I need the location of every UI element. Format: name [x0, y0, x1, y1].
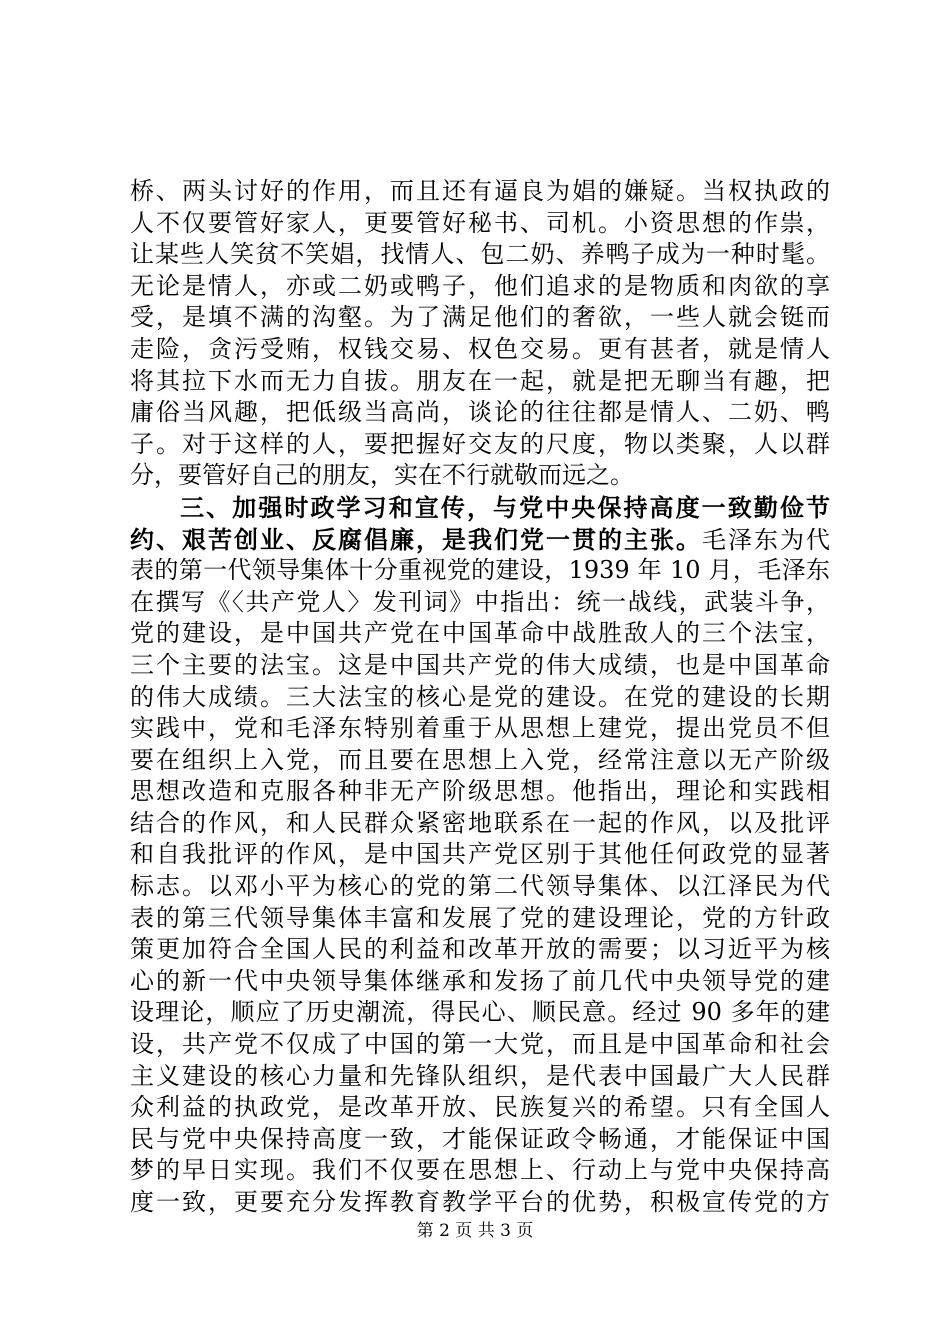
text-line: 党的建设，是中国共产党在中国革命中战胜敌人的三个法宝，	[130, 619, 830, 648]
text-line: 结合的作风，和人民群众紧密地联系在一起的作风，以及批评	[130, 808, 830, 837]
section-heading-text: 三、加强时政学习和宣传，与党中央保持高度一致勤俭节	[178, 492, 830, 522]
text-line: 分，要管好自己的朋友，实在不行就敬而远之。	[130, 461, 634, 490]
text-line: 心的新一代中央领导集体继承和发扬了前几代中央领导党的建	[130, 966, 830, 995]
text-line: 庸俗当风趣，把低级当高尚，谈论的往往都是情人、二奶、鸭	[130, 398, 830, 427]
text-line: 三个主要的法宝。这是中国共产党的伟大成绩，也是中国革命	[130, 650, 830, 679]
text-line: 要在组织上入党，而且要在思想上入党，经常注意以无产阶级	[130, 745, 830, 774]
text-line: 民与党中央保持高度一致，才能保证政令畅通，才能保证中国	[130, 1124, 830, 1153]
section-heading-text: 约、艰苦创业、反腐倡廉，是我们党一贯的主张。	[130, 524, 702, 554]
section-heading-line	[130, 492, 830, 524]
text-line: 走险，贪污受贿，权钱交易、权色交易。更有甚者，就是情人	[130, 334, 830, 363]
text-line: 主义建设的核心力量和先锋队组织，是代表中国最广大人民群	[130, 1061, 830, 1090]
text-line	[130, 524, 830, 556]
text-line: 梦的早日实现。我们不仅要在思想上、行动上与党中央保持高	[130, 1156, 830, 1185]
text-line: 让某些人笑贫不笑娼，找情人、包二奶、养鸭子成为一种时髦。	[130, 240, 830, 269]
text-line: 子。对于这样的人，要把握好交友的尺度，物以类聚，人以群	[130, 429, 830, 458]
text-line: 表的第一代领导集体十分重视党的建设，1939 年 10 月，毛泽东	[130, 556, 830, 585]
page-number-label: 第 2 页 共 3 页	[416, 1221, 534, 1241]
text-line: 无论是情人，亦或二奶或鸭子，他们追求的是物质和肉欲的享	[130, 271, 830, 300]
text-line: 策更加符合全国人民的利益和改革开放的需要；以习近平为核	[130, 935, 830, 964]
text-line: 的伟大成绩。三大法宝的核心是党的建设。在党的建设的长期	[130, 682, 830, 711]
page-footer	[0, 1216, 950, 1241]
text-line: 思想改造和克服各种非无产阶级思想。他指出，理论和实践相	[130, 777, 830, 806]
body-text	[130, 176, 830, 1219]
text-line: 众利益的执政党，是改革开放、民族复兴的希望。只有全国人	[130, 1093, 830, 1122]
text-line: 设，共产党不仅成了中国的第一大党，而且是中国革命和社会	[130, 1030, 830, 1059]
text-line: 人不仅要管好家人，更要管好秘书、司机。小资思想的作祟，	[130, 208, 830, 237]
text-line: 受，是填不满的沟壑。为了满足他们的奢欲，一些人就会铤而	[130, 303, 830, 332]
paragraph-text: 毛泽东为代	[702, 525, 830, 554]
text-line: 设理论，顺应了历史潮流，得民心、顺民意。经过 90 多年的建	[130, 998, 830, 1027]
text-line: 在撰写《〈共产党人〉发刊词》中指出：统一战线，武装斗争，	[130, 587, 830, 616]
text-line: 桥、两头讨好的作用，而且还有逼良为娼的嫌疑。当权执政的	[130, 177, 830, 205]
text-line: 实践中，党和毛泽东特别着重于从思想上建党，提出党员不但	[130, 714, 830, 743]
text-line: 将其拉下水而无力自拔。朋友在一起，就是把无聊当有趣，把	[130, 366, 830, 395]
text-line: 表的第三代领导集体丰富和发展了党的建设理论，党的方针政	[130, 903, 830, 932]
text-line: 标志。以邓小平为核心的党的第二代领导集体、以江泽民为代	[130, 872, 830, 901]
text-line: 度一致，更要充分发挥教育教学平台的优势，积极宣传党的方	[130, 1188, 830, 1216]
text-line: 和自我批评的作风，是中国共产党区别于其他任何政党的显著	[130, 840, 830, 869]
